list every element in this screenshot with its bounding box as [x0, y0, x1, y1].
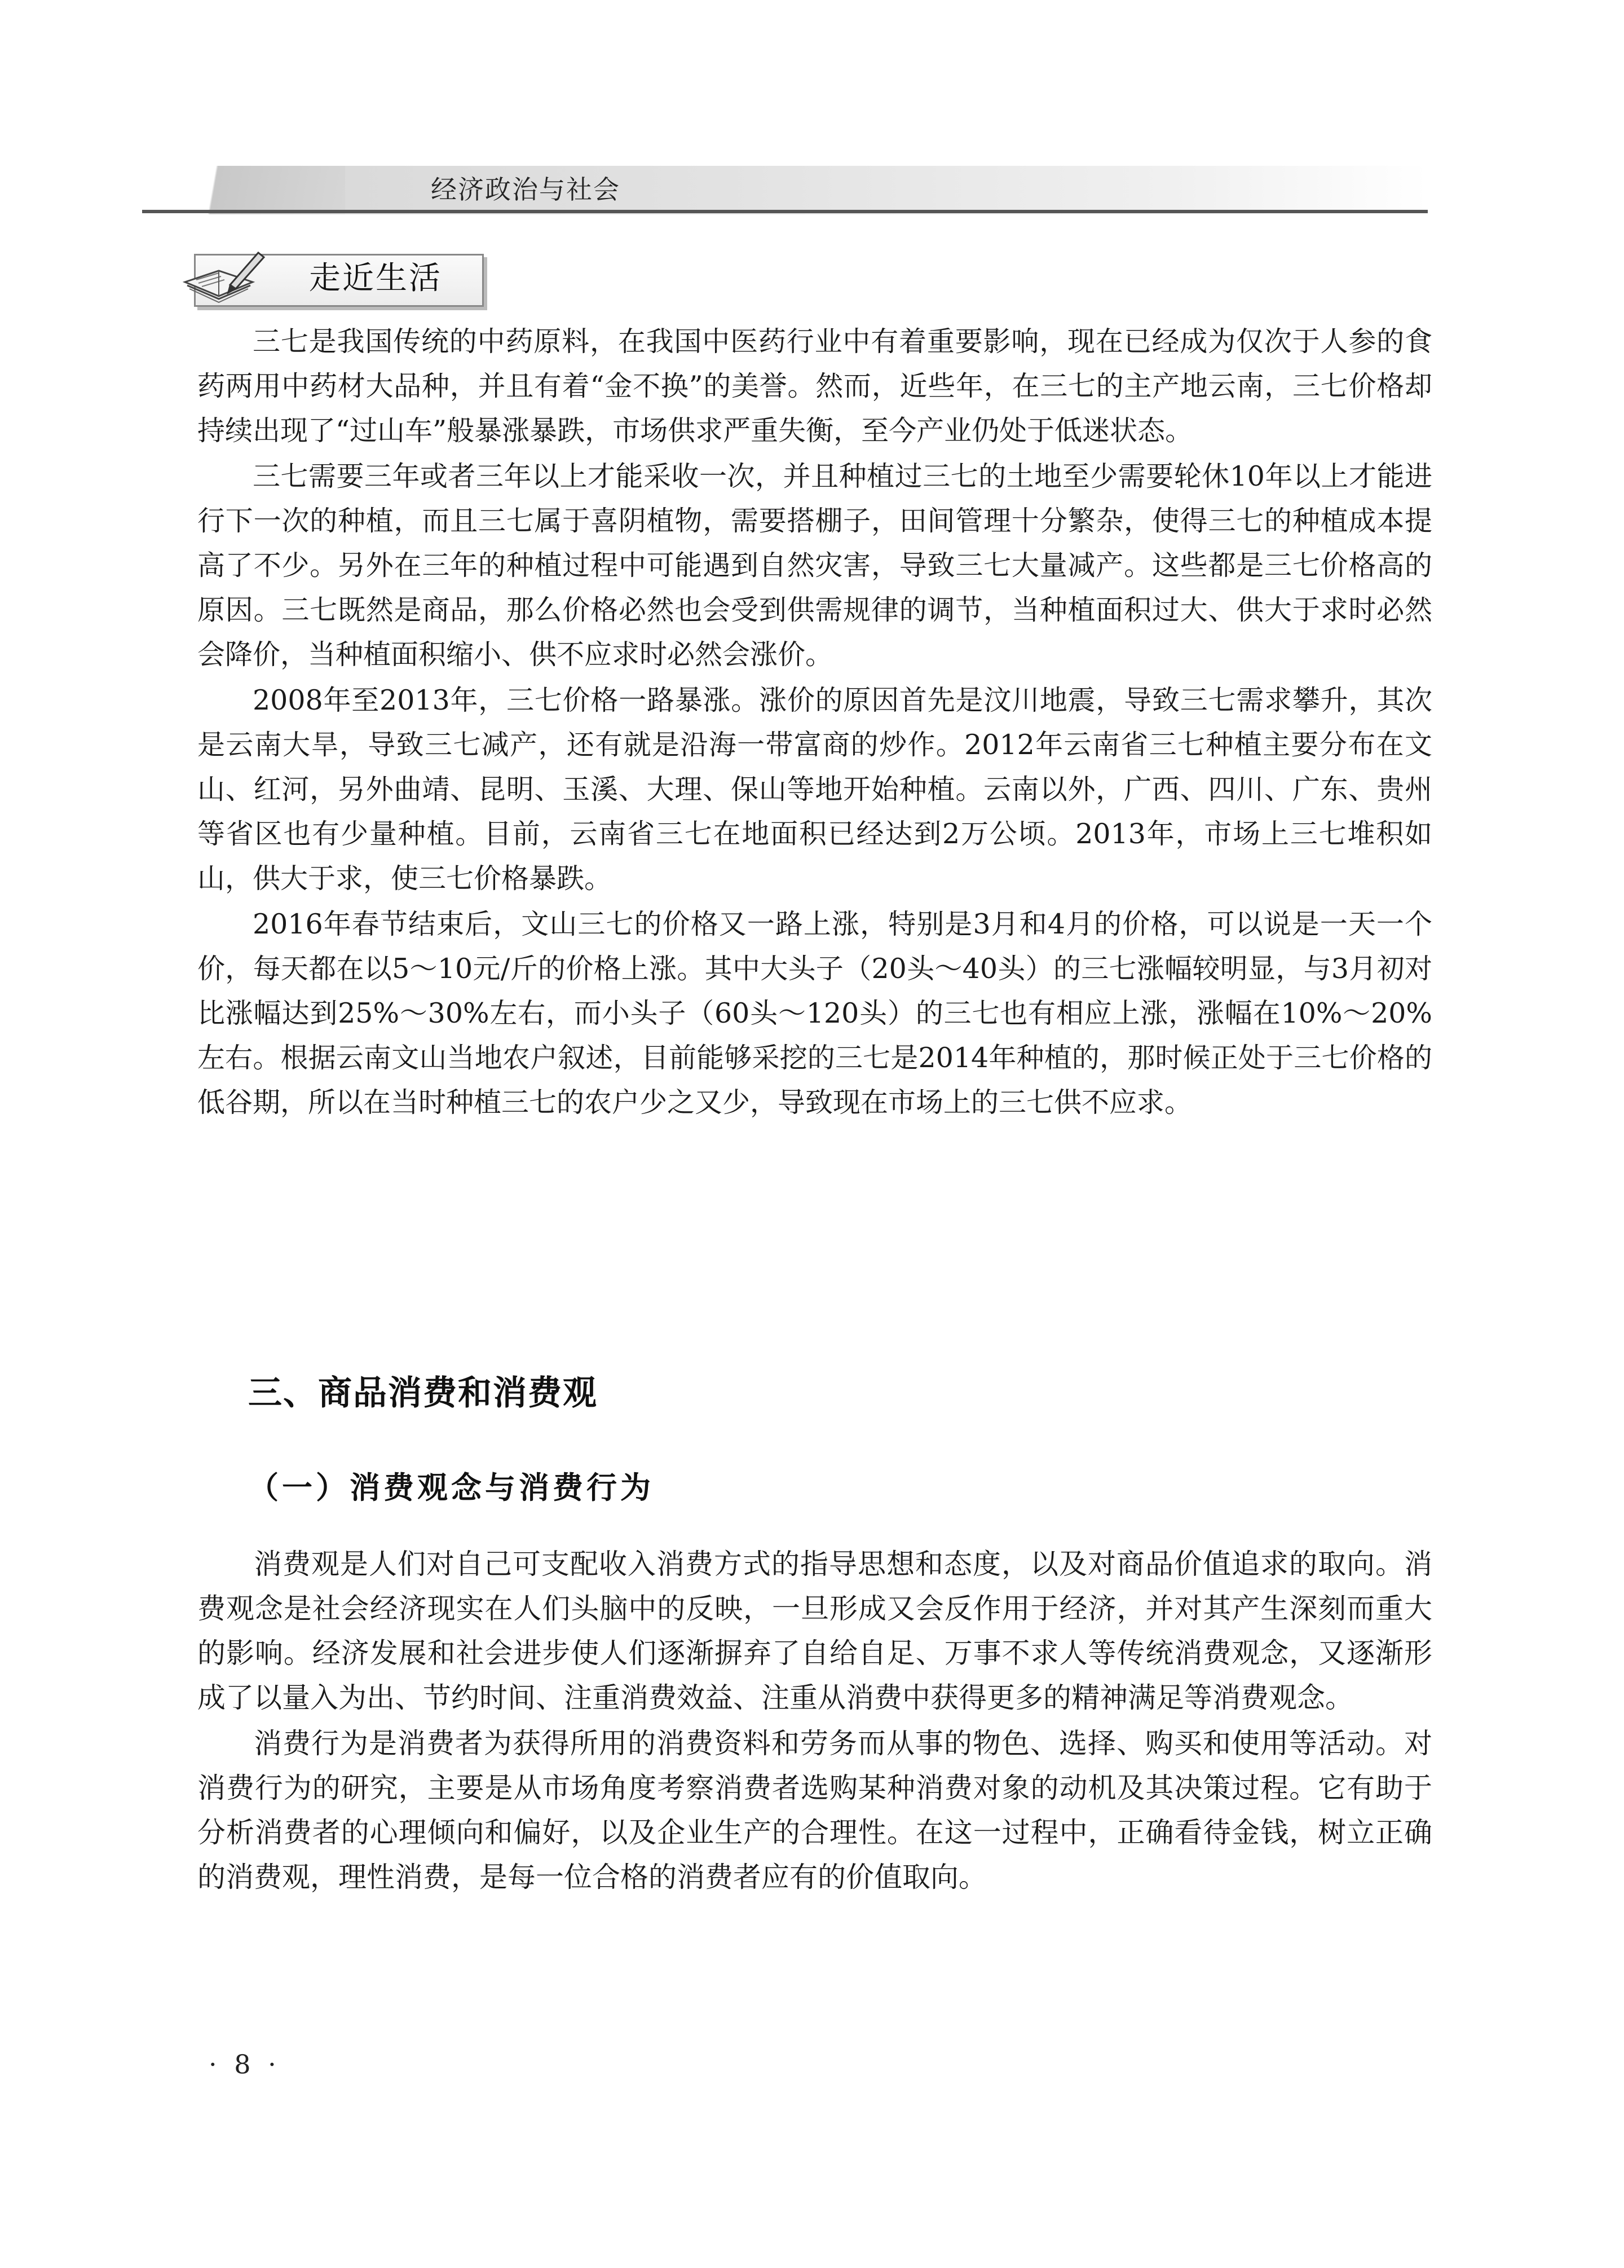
- life-paragraph-3: 2008年至2013年，三七价格一路暴涨。涨价的原因首先是汶川地震，导致三七需求攀升，其次是云南大旱，导致三七减产，还有就是沿海一带富商的炒作。2012年云南省三七种植主要分布在文山、红河，另外曲靖、昆明、玉溪、大理、保山等地开始种植。云南以外，广西、四川、广东、贵州等省区也有少量种植。目前，云南省三七在地面积已经达到2万公顷。2013年，市场上三七堆积如山，供大于求，使三七价格暴跌。: [197, 684, 1432, 895]
- running-header-rule: [142, 210, 1428, 213]
- life-paragraph-1: 三七是我国传统的中药原料，在我国中医药行业中有着重要影响，现在已经成为仅次于人参的食药两用中药材大品种，并且有着“金不换”的美誉。然而，近些年，在三七的主产地云南，三七价格却持续出现了“过山车”般暴涨暴跌，市场供求严重失衡，至今产业仍处于低迷状态。: [197, 325, 1432, 447]
- section-label-title: 走近生活: [309, 260, 442, 297]
- body-paragraph-1: 消费观是人们对自己可支配收入消费方式的指导思想和态度，以及对商品价值追求的取向。消费观念是社会经济现实在人们头脑中的反映，一旦形成又会反作用于经济，并对其产生深刻而重大的影响。经济发展和社会进步使人们逐渐摒弃了自给自足、万事不求人等传统消费观念，又逐渐形成了以量入为出、节约时间、注重消费效益、注重从消费中获得更多的精神满足等消费观念。: [197, 1548, 1432, 1714]
- page-number: · 8 ·: [209, 2049, 281, 2080]
- life-story-text: [197, 319, 1432, 1126]
- running-header-wedge: [142, 166, 345, 214]
- subsection-heading: （一）消费观念与消费行为: [248, 1470, 654, 1505]
- running-header-title: 经济政治与社会: [431, 174, 620, 205]
- body-text: [197, 1542, 1432, 1901]
- life-paragraph-4: 2016年春节结束后，文山三七的价格又一路上涨，特别是3月和4月的价格，可以说是一天一个价，每天都在以5～10元/斤的价格上涨。其中大头子（20头～40头）的三七涨幅较明显，与3月初对比涨幅达到25%～30%左右，而小头子（60头～120头）的三七也有相应上涨，涨幅在10%～20%左右。根据云南文山当地农户叙述，目前能够采挖的三七是2014年种植的，那时候正处于三七价格的低谷期，所以在当时种植三七的农户少之又少，导致现在市场上的三七供不应求。: [197, 908, 1432, 1118]
- section-heading: 三、商品消费和消费观: [248, 1373, 598, 1413]
- life-paragraph-2: 三七需要三年或者三年以上才能采收一次，并且种植过三七的土地至少需要轮休10年以上才能进行下一次的种植，而且三七属于喜阴植物，需要搭棚子，田间管理十分繁杂，使得三七的种植成本提高了不少。另外在三年的种植过程中可能遇到自然灾害，导致三七大量减产。这些都是三七价格高的原因。三七既然是商品，那么价格必然也会受到供需规律的调节，当种植面积过大、供大于求时必然会降价，当种植面积缩小、供不应求时必然会涨价。: [197, 460, 1432, 671]
- body-paragraph-2: 消费行为是消费者为获得所用的消费资料和劳务而从事的物色、选择、购买和使用等活动。对消费行为的研究，主要是从市场角度考察消费者选购某种消费对象的动机及其决策过程。它有助于分析消费者的心理倾向和偏好，以及企业生产的合理性。在这一过程中，正确看待金钱，树立正确的消费观，理性消费，是每一位合格的消费者应有的价值取向。: [197, 1727, 1432, 1893]
- book-pen-icon: [179, 243, 270, 310]
